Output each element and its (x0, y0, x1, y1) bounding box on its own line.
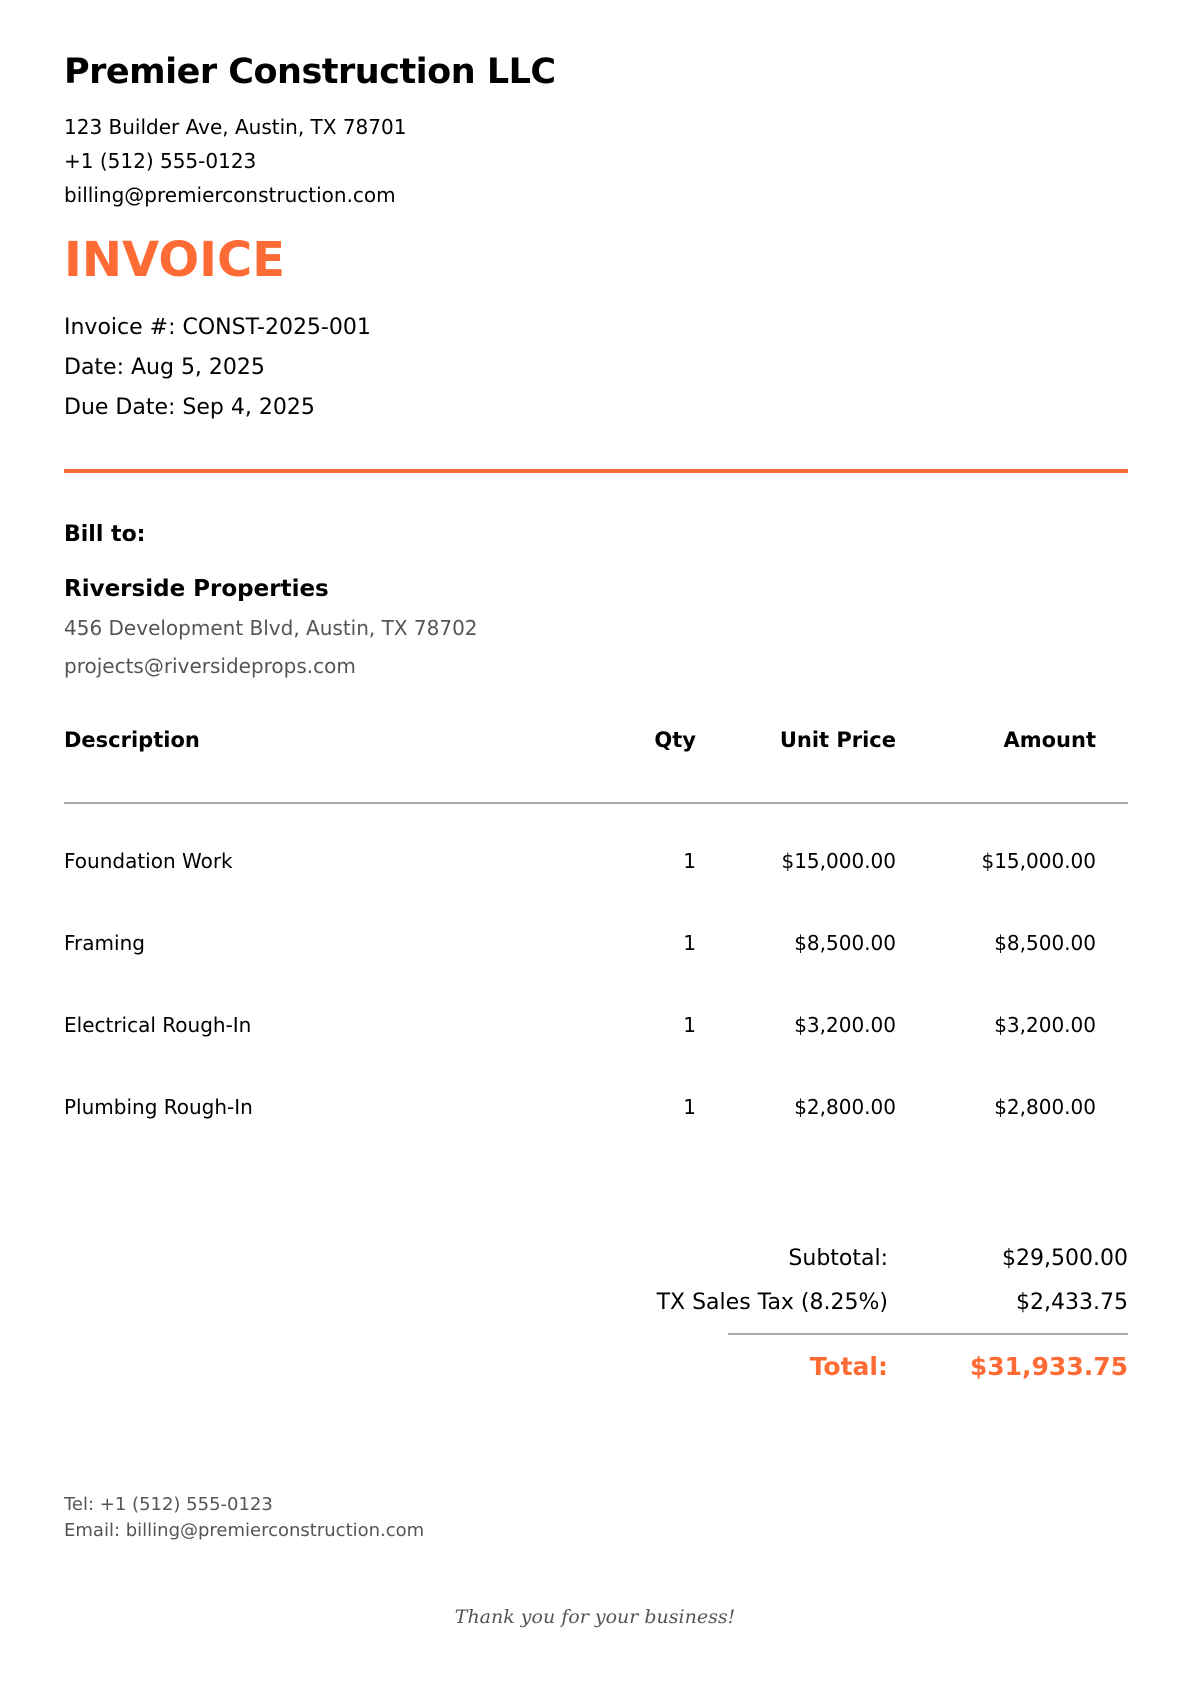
client-address: 456 Development Blvd, Austin, TX 78702 (64, 616, 478, 640)
item-amount: $3,200.00 (994, 1013, 1096, 1037)
footer-email: Email: billing@premierconstruction.com (64, 1520, 425, 1541)
total-value: $31,933.75 (969, 1352, 1128, 1381)
total-label: Total: (809, 1352, 888, 1381)
invoice-date: Date: Aug 5, 2025 (64, 355, 265, 380)
company-phone: +1 (512) 555-0123 (64, 149, 257, 173)
invoice-title: INVOICE (64, 232, 286, 288)
item-description: Electrical Rough-In (64, 1013, 252, 1037)
footer-tel: Tel: +1 (512) 555-0123 (64, 1494, 273, 1515)
item-qty: 1 (683, 1095, 696, 1119)
item-unit-price: $8,500.00 (794, 931, 896, 955)
accent-divider (64, 469, 1128, 473)
item-unit-price: $15,000.00 (781, 849, 896, 873)
item-description: Framing (64, 931, 145, 955)
column-header-unit-price: Unit Price (779, 728, 896, 752)
invoice-number: Invoice #: CONST-2025-001 (64, 315, 371, 340)
column-header-amount: Amount (1003, 728, 1096, 752)
item-qty: 1 (683, 931, 696, 955)
table-header-divider (64, 802, 1128, 804)
item-description: Foundation Work (64, 849, 233, 873)
item-amount: $2,800.00 (994, 1095, 1096, 1119)
company-email: billing@premierconstruction.com (64, 183, 396, 207)
item-description: Plumbing Rough-In (64, 1095, 253, 1119)
item-unit-price: $2,800.00 (794, 1095, 896, 1119)
company-name: Premier Construction LLC (64, 52, 556, 92)
thank-you-note: Thank you for your business! (454, 1606, 736, 1628)
subtotal-label: Subtotal: (788, 1246, 888, 1271)
company-address: 123 Builder Ave, Austin, TX 78701 (64, 115, 407, 139)
item-amount: $8,500.00 (994, 931, 1096, 955)
item-qty: 1 (683, 1013, 696, 1037)
invoice-due-date: Due Date: Sep 4, 2025 (64, 395, 315, 420)
item-unit-price: $3,200.00 (794, 1013, 896, 1037)
column-header-qty: Qty (654, 728, 696, 752)
tax-label: TX Sales Tax (8.25%) (656, 1290, 888, 1315)
item-amount: $15,000.00 (981, 849, 1096, 873)
client-name: Riverside Properties (64, 576, 329, 602)
bill-to-label: Bill to: (64, 522, 146, 547)
item-qty: 1 (683, 849, 696, 873)
subtotal-value: $29,500.00 (1002, 1246, 1128, 1271)
totals-divider (728, 1333, 1128, 1335)
client-email: projects@riversideprops.com (64, 654, 356, 678)
tax-value: $2,433.75 (1016, 1290, 1128, 1315)
column-header-description: Description (64, 728, 200, 752)
